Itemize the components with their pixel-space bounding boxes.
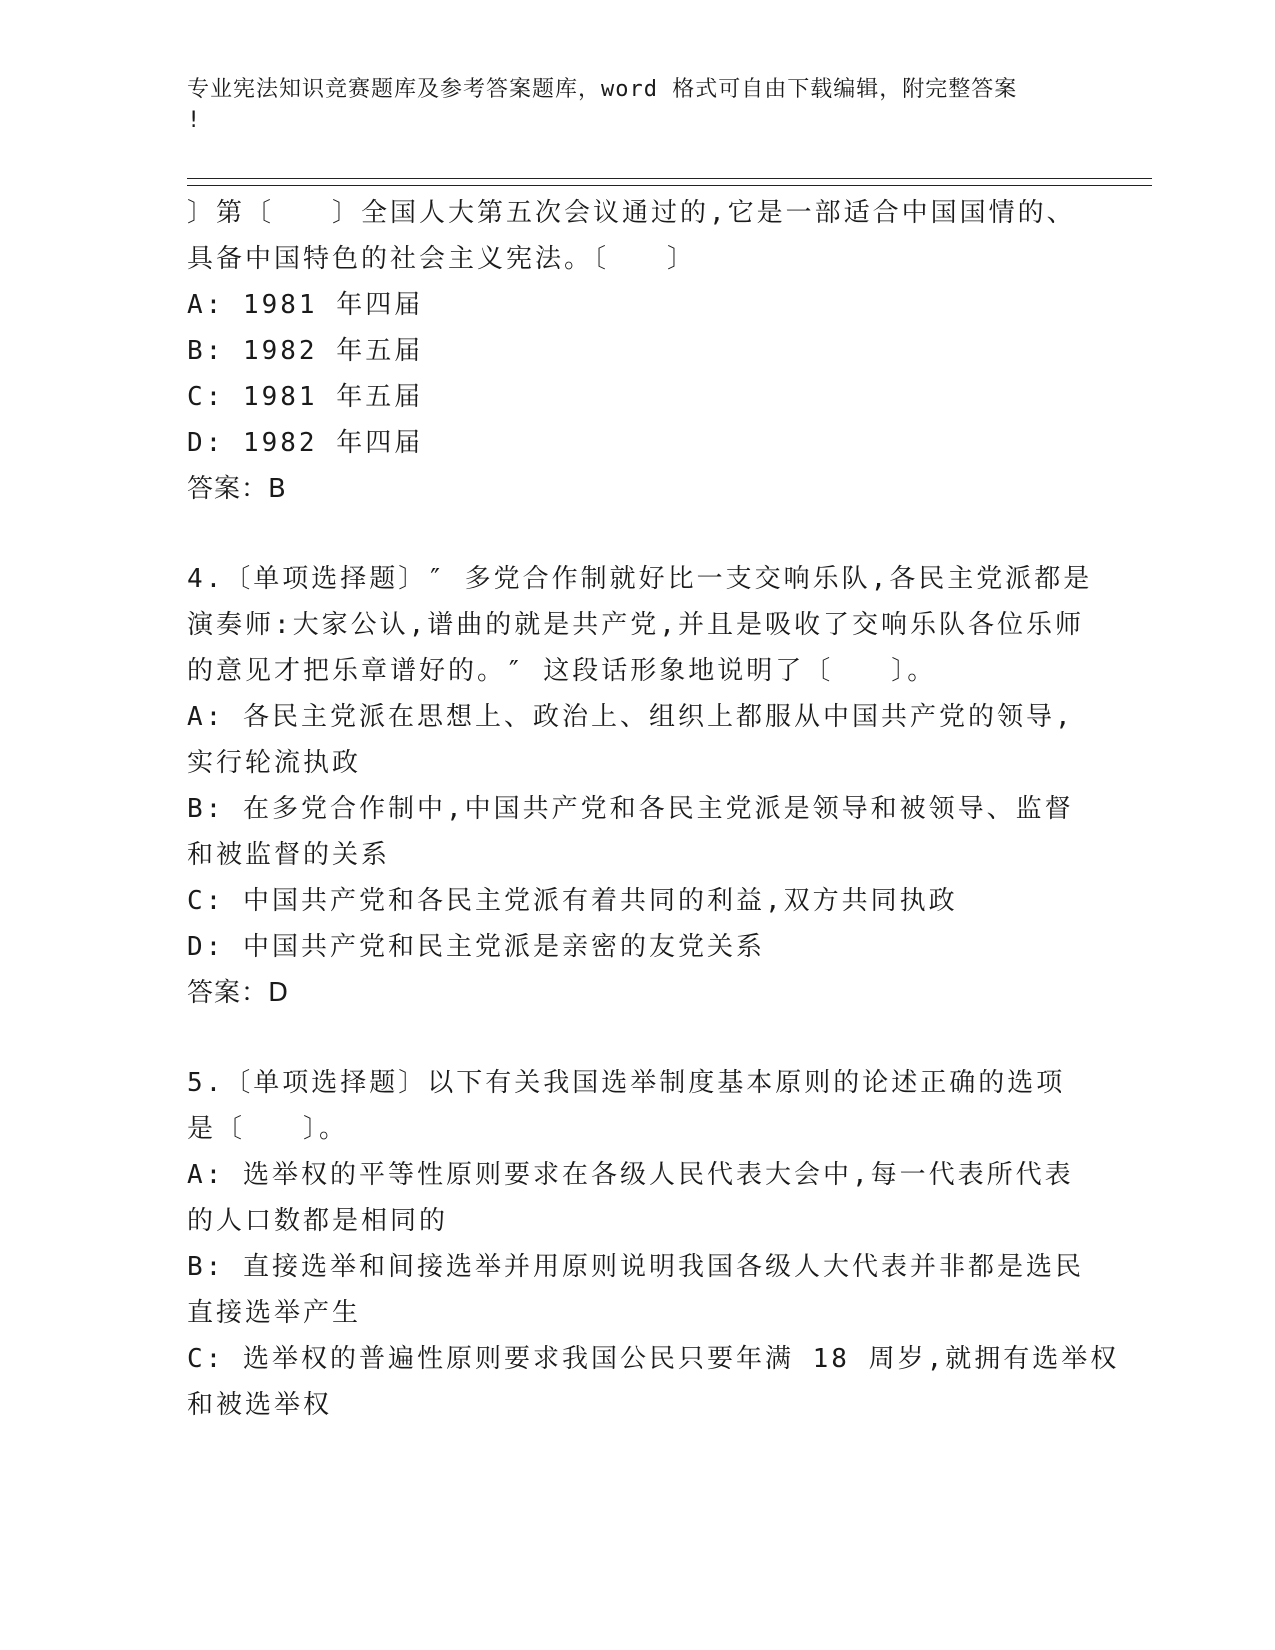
option-c: C: 中国共产党和各民主党派有着共同的利益,双方共同执政: [187, 886, 958, 916]
option-b: B: 直接选举和间接选举并用原则说明我国各级人大代表并非都是选民: [187, 1252, 1084, 1282]
answer-text: 答案：B: [187, 474, 287, 504]
option-b-continued: 和被监督的关系: [187, 840, 391, 870]
question-text-line: 是〔 〕。: [187, 1114, 349, 1144]
spacer: [187, 1016, 1087, 1060]
question-text-line: 〕第〔 〕全国人大第五次会议通过的,它是一部适合中国国情的、: [187, 198, 1076, 228]
question-text-line: 演奏师:大家公认,谱曲的就是共产党,并且是吸收了交响乐队各位乐师: [187, 610, 1084, 640]
option-a-continued: 实行轮流执政: [187, 748, 362, 778]
option-b: B: 1982 年五届: [187, 336, 424, 366]
spacer: [187, 512, 1087, 556]
question-5: [187, 1060, 1120, 1428]
option-a: A: 各民主党派在思想上、政治上、组织上都服从中国共产党的领导,: [187, 702, 1074, 732]
question-3: [187, 190, 1087, 512]
option-c-continued: 和被选举权: [187, 1390, 333, 1420]
question-text-line: 的意见才把乐章谱好的。″ 这段话形象地说明了〔 〕。: [187, 656, 937, 686]
document-header: [187, 74, 1067, 136]
option-b-continued: 直接选举产生: [187, 1298, 362, 1328]
option-d: D: 1982 年四届: [187, 428, 424, 458]
header-title-line2: !: [187, 108, 202, 133]
option-d: D: 中国共产党和民主党派是亲密的友党关系: [187, 932, 765, 962]
option-a-continued: 的人口数都是相同的: [187, 1206, 449, 1236]
question-text-line: 4.〔单项选择题〕″ 多党合作制就好比一支交响乐队,各民主党派都是: [187, 564, 1093, 594]
option-b: B: 在多党合作制中,中国共产党和各民主党派是领导和被领导、监督: [187, 794, 1074, 824]
question-4: [187, 556, 1093, 1016]
answer-text: 答案：D: [187, 978, 290, 1008]
option-c: C: 选举权的普遍性原则要求我国公民只要年满 18 周岁,就拥有选举权: [187, 1344, 1120, 1374]
option-a: A: 1981 年四届: [187, 290, 424, 320]
header-divider: [187, 178, 1152, 186]
header-title-line1: 专业宪法知识竞赛题库及参考答案题库，word 格式可自由下载编辑，附完整答案: [187, 77, 1018, 102]
document-body: [187, 190, 1120, 1428]
option-a: A: 选举权的平等性原则要求在各级人民代表大会中,每一代表所代表: [187, 1160, 1074, 1190]
question-text-line: 5.〔单项选择题〕以下有关我国选举制度基本原则的论述正确的选项: [187, 1068, 1066, 1098]
option-c: C: 1981 年五届: [187, 382, 424, 412]
question-text-line: 具备中国特色的社会主义宪法。〔 〕: [187, 244, 697, 274]
